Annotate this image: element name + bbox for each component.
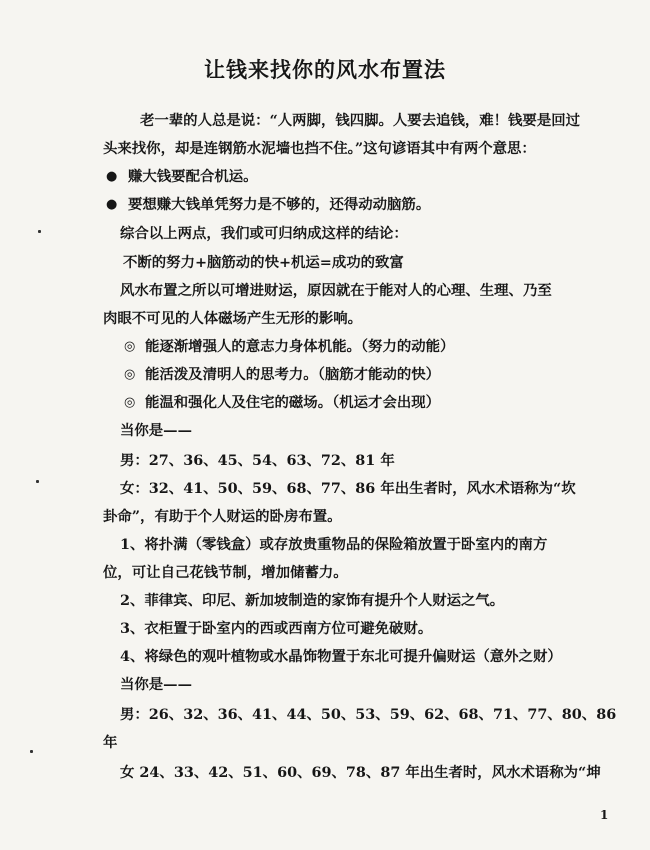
- text-line: 女：32、41、50、59、68、77、86 年出生者时，风水术语称为“坎: [120, 480, 576, 497]
- text-line: 3、衣柜置于卧室内的西或西南方位可避免破财。: [120, 620, 433, 637]
- text-line: 要想赚大钱单凭努力是不够的，还得动动脑筋。: [128, 196, 431, 213]
- text-line: 年: [103, 734, 118, 751]
- text-line: 能温和强化人及住宅的磁场。（机运才会出现）: [145, 394, 441, 411]
- page-number: 1: [600, 808, 609, 822]
- text-line: 综合以上两点，我们或可归纳成这样的结论：: [120, 225, 408, 242]
- text-line: 老一辈的人总是说：“人两脚，钱四脚。人要去追钱，难！钱要是回过: [140, 112, 580, 129]
- text-line: 当你是——: [120, 676, 192, 693]
- ring-bullet-icon: ◎: [124, 395, 136, 410]
- scan-speck: [30, 750, 33, 753]
- text-line: 男：27、36、45、54、63、72、81 年: [120, 452, 395, 469]
- text-line: 男：26、32、36、41、44、50、53、59、62、68、71、77、80、86: [120, 706, 617, 723]
- filled-bullet-icon: ●: [106, 169, 118, 184]
- text-line: 风水布置之所以可增进财运，原因就在于能对人的心理、生理、乃至: [120, 282, 552, 299]
- page-title: 让钱来找你的风水布置法: [204, 58, 446, 82]
- text-line: 卦命”，有助于个人财运的卧房布置。: [103, 508, 342, 525]
- scan-speck: [36, 480, 39, 483]
- text-line: 能逐渐增强人的意志力身体机能。（努力的动能）: [145, 338, 455, 355]
- ring-bullet-icon: ◎: [124, 367, 136, 382]
- text-line: 1、将扑满（零钱盒）或存放贵重物品的保险箱放置于卧室内的南方: [120, 536, 548, 553]
- filled-bullet-icon: ●: [106, 197, 118, 212]
- text-line: 赚大钱要配合机运。: [128, 168, 258, 185]
- ring-bullet-icon: ◎: [124, 339, 136, 354]
- text-line: 肉眼不可见的人体磁场产生无形的影响。: [103, 310, 363, 327]
- text-line: 女 24、33、42、51、60、69、78、87 年出生者时，风水术语称为“坤: [120, 764, 601, 781]
- scan-speck: [38, 230, 41, 233]
- text-line: 不断的努力+脑筋动的快+机运=成功的致富: [123, 254, 404, 271]
- text-line: 当你是——: [120, 422, 192, 439]
- text-line: 头来找你，却是连钢筋水泥墙也挡不住。”这句谚语其中有两个意思：: [103, 140, 536, 157]
- text-line: 4、将绿色的观叶植物或水晶饰物置于东北可提升偏财运（意外之财）: [120, 648, 562, 665]
- text-line: 能活泼及清明人的思考力。（脑筋才能动的快）: [145, 366, 441, 383]
- text-line: 位，可让自己花钱节制，增加储蓄力。: [103, 564, 348, 581]
- text-line: 2、菲律宾、印尼、新加坡制造的家饰有提升个人财运之气。: [120, 592, 505, 609]
